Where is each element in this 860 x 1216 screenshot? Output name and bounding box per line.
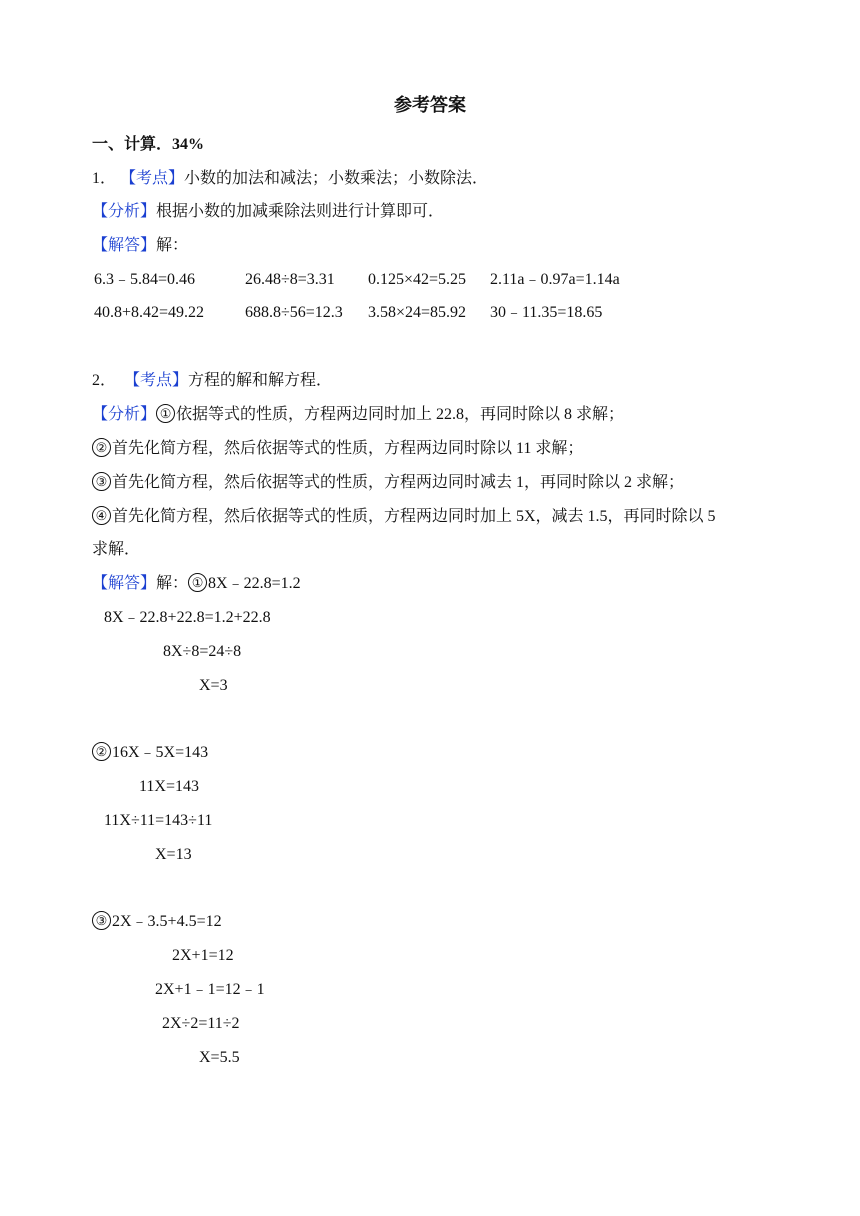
q2-fenxi-text-4: 首先化简方程，然后依据等式的性质，方程两边同时加上 5X，减去 1.5，再同时除以 5 [112, 508, 716, 525]
eq3-line-2: 2X+1=12 [172, 947, 234, 964]
q2-fenxi-text-2: 首先化简方程，然后依据等式的性质，方程两边同时除以 11 求解； [112, 440, 584, 457]
q1-calc-row-1 [0, 269, 860, 291]
q1-calc-cell: 688.8÷56=12.3 [245, 304, 343, 321]
circled-number-2: ② [92, 438, 111, 457]
q1-calc-cell: 3.58×24=85.92 [368, 304, 467, 321]
q2-fenxi-text-1: 依据等式的性质，方程两边同时加上 22.8，再同时除以 8 求解； [176, 406, 625, 423]
q1-calc-cell: 30﹣11.35=18.65 [490, 304, 603, 321]
q2-fenxi-line-2 [92, 438, 583, 460]
eq1-line-3: 8X÷8=24÷8 [163, 643, 242, 660]
q1-kaodian-text: 小数的加法和减法；小数乘法；小数除法． [184, 170, 489, 187]
eq2-line-3: 11X÷11=143÷11 [104, 812, 213, 829]
q1-number: 1． [92, 170, 117, 187]
eq3-line-3: 2X+1﹣1=12﹣1 [155, 981, 265, 998]
q2-fenxi-line-3 [92, 472, 684, 494]
eq2-line-4: X=13 [155, 846, 192, 863]
q2-fenxi-line-4b: 求解． [92, 541, 141, 558]
circled-number-4: ④ [92, 506, 111, 525]
eq3-line-5: X=5.5 [199, 1049, 240, 1066]
circled-number-3: ③ [92, 911, 111, 930]
q1-calc-cell: 6.3﹣5.84=0.46 [94, 271, 196, 288]
q2-fenxi-line-1 [92, 404, 624, 426]
q2-kaodian-tag: 【考点】 [124, 372, 189, 389]
circled-number-3: ③ [92, 472, 111, 491]
page-title: 参考答案 [394, 95, 466, 115]
q1-fenxi-text: 根据小数的加减乘除法则进行计算即可． [156, 203, 445, 220]
eq1-line-1: 8X﹣22.8=1.2 [208, 575, 301, 592]
q2-number: 2． [92, 372, 117, 389]
eq2-line-1: 16X﹣5X=143 [112, 744, 209, 761]
eq3-line-1: 2X﹣3.5+4.5=12 [112, 913, 222, 930]
q2-kaodian-line [92, 370, 332, 392]
q1-kaodian-line [92, 168, 488, 190]
eq3-line-1-wrap [92, 911, 222, 933]
q2-jieda-text: 解： [156, 575, 189, 592]
eq2-line-1-wrap [92, 742, 208, 764]
q1-jieda-text: 解： [156, 237, 189, 254]
eq1-line-4: X=3 [199, 677, 228, 694]
q1-calc-cell: 0.125×42=5.25 [368, 271, 467, 288]
q1-jieda-tag: 【解答】 [92, 237, 157, 254]
q2-kaodian-text: 方程的解和解方程． [188, 372, 333, 389]
eq2-line-2: 11X=143 [139, 778, 199, 795]
q2-fenxi-tag: 【分析】 [92, 406, 157, 423]
circled-number-2: ② [92, 742, 111, 761]
circled-number-1: ① [156, 404, 175, 423]
section-heading-calculation: 一、计算．34% [92, 136, 205, 153]
q1-fenxi-line [92, 201, 444, 223]
q1-calc-cell: 2.11a﹣0.97a=1.14a [490, 271, 620, 288]
q1-calc-cell: 40.8+8.42=49.22 [94, 304, 205, 321]
q2-fenxi-text-3: 首先化简方程，然后依据等式的性质，方程两边同时减去 1，再同时除以 2 求解； [112, 474, 685, 491]
eq1-line-2: 8X﹣22.8+22.8=1.2+22.8 [104, 609, 271, 626]
eq3-line-4: 2X÷2=11÷2 [162, 1015, 240, 1032]
circled-number-1: ① [188, 573, 207, 592]
q2-fenxi-line-4 [92, 506, 716, 528]
q1-fenxi-tag: 【分析】 [92, 203, 157, 220]
q2-jieda-line [92, 573, 301, 595]
q1-jieda-line [92, 235, 188, 257]
q2-jieda-tag: 【解答】 [92, 575, 157, 592]
q1-calc-cell: 26.48÷8=3.31 [245, 271, 335, 288]
q1-kaodian-tag: 【考点】 [120, 170, 185, 187]
q1-calc-row-2 [0, 302, 860, 324]
